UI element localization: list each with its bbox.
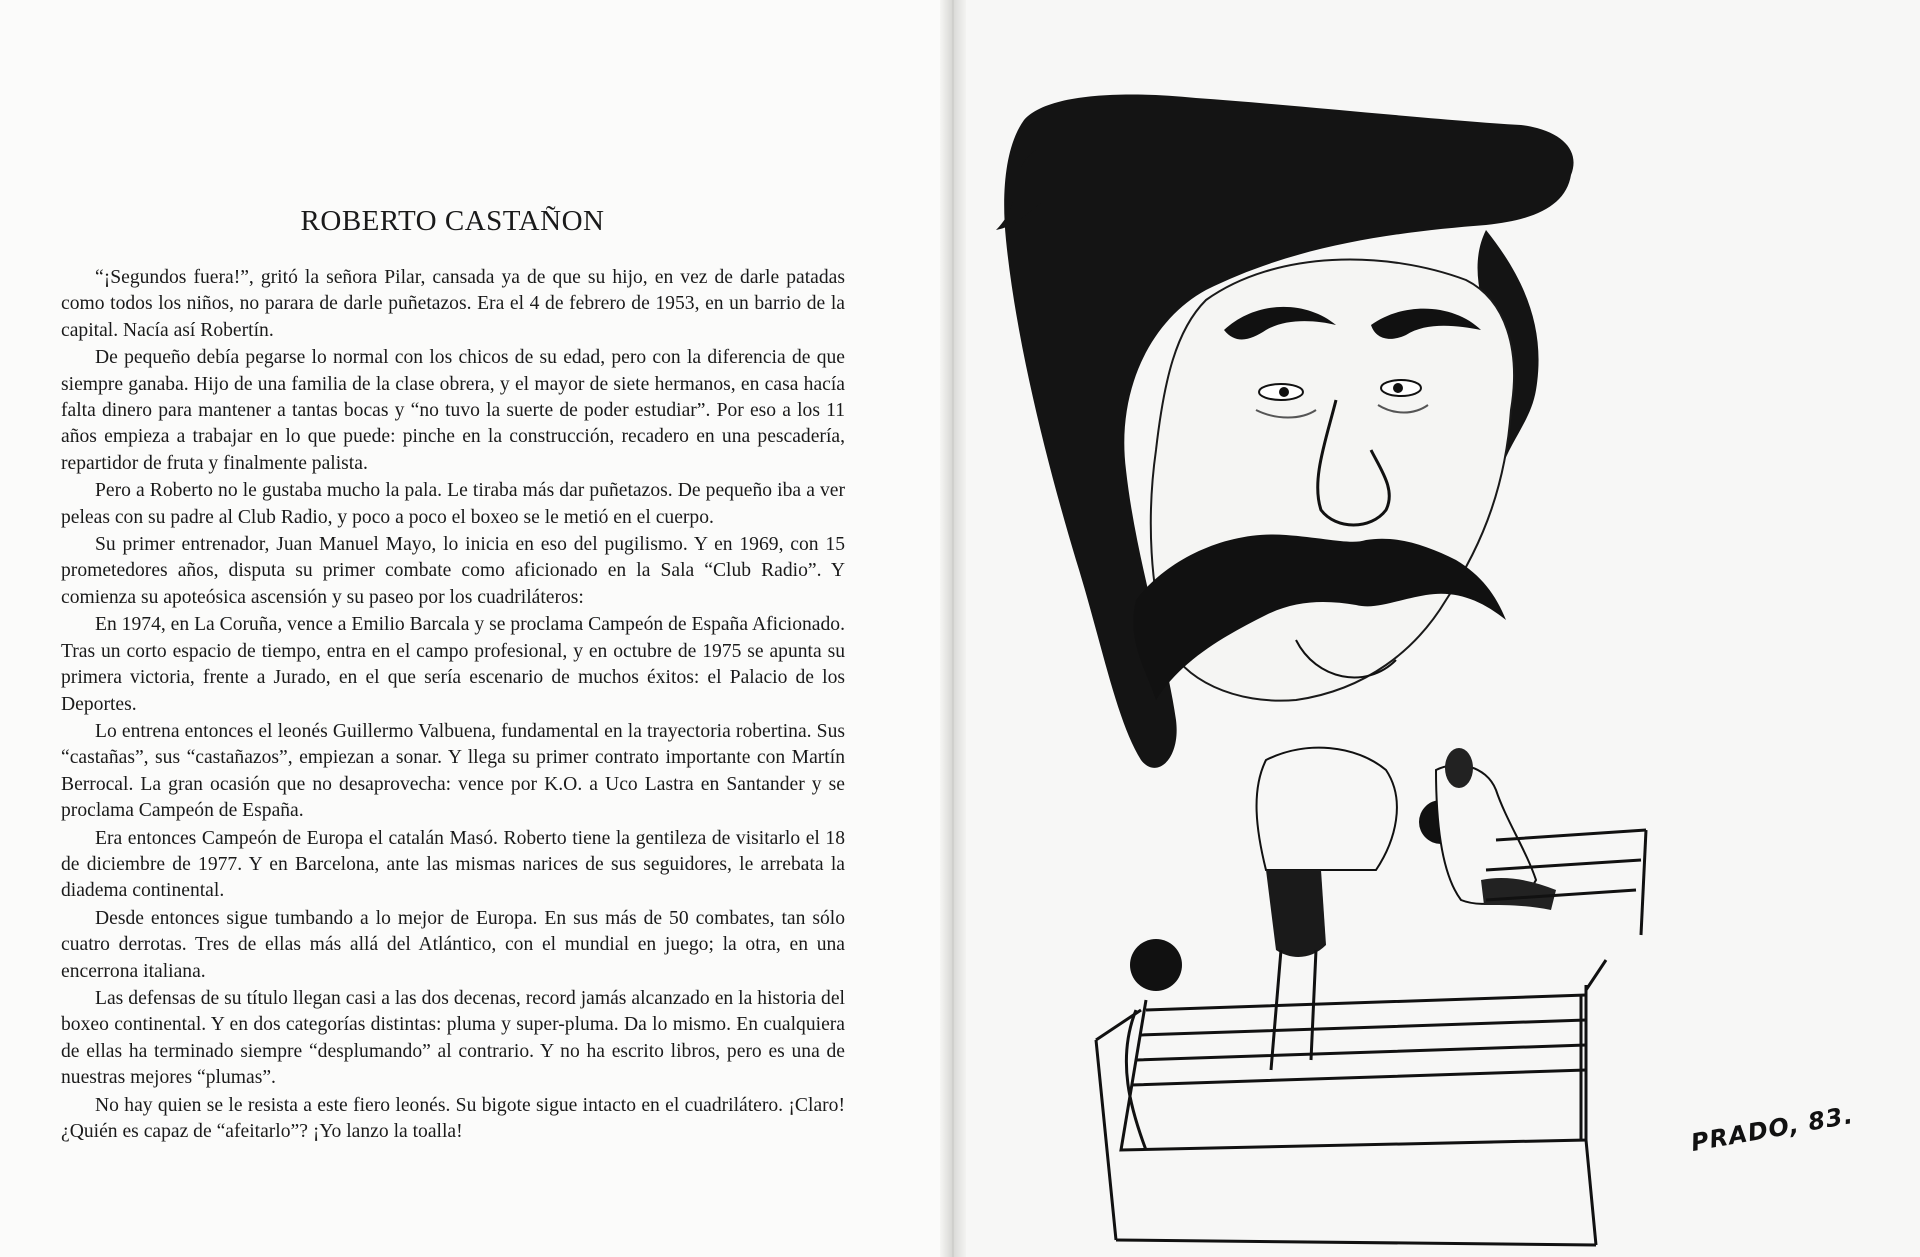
artist-signature: PRADO, 83. (1688, 1100, 1856, 1158)
boxing-ring (1096, 830, 1646, 1245)
paragraph: En 1974, en La Coruña, vence a Emilio Barcala y se proclama Campeón de España Aficionado. Tras un corto espacio de tiempo, entra en el campo profesional, y en octubre de 1975 se apunta su primera victoria, frente a Jurado, en el que sería escenario de muchos éxitos: el Palacio de los Deportes. (61, 614, 845, 715)
left-page (0, 0, 948, 1257)
paragraph: Desde entonces sigue tumbando a lo mejor de Europa. En sus más de 50 combates, tan sólo cuatro derrotas. Tres de ellas más allá del Atlántico, con el mundial en juego; la otra, en una encerrona italiana. (61, 907, 845, 982)
boxer-body (1257, 748, 1397, 870)
boxer-caricature (966, 0, 1920, 1257)
left-glove (1130, 939, 1182, 991)
paragraph: Era entonces Campeón de Europa el catalán Masó. Roberto tiene la gentileza de visitarlo el 18 de diciembre de 1977. Y en Barcelona, ante las mismas narices de sus seguidores, le arrebata la diadema continental. (61, 827, 845, 902)
paragraph: De pequeño debía pegarse lo normal con los chicos de su edad, pero con la diferencia de que siempre ganaba. Hijo de una familia de la clase obrera, y el mayor de siete hermanos, en casa hacía falta dinero para mantener a tantas bocas y “no tuvo la suerte de poder estudiar”. Por eso a los 11 años empieza a trabajar en lo que puede: pinche en la construcción, recadero en una pescadería, repartidor de fruta y finalmente palista. (61, 347, 845, 474)
article-body (61, 265, 845, 1145)
paragraph: Lo entrena entonces el leonés Guillermo Valbuena, fundamental en la trayectoria robertina. Sus “castañas”, sus “castañazos”, empiezan a sonar. Y llega su primer contrato importante con Martín Berrocal. La gran ocasión que no desaprovecha: vence por K.O. a Uco Lastra en Santander y se proclama Campeón de España. (61, 720, 845, 822)
page-title: ROBERTO CASTAÑON (300, 205, 605, 237)
paragraph: No hay quien se le resista a este fiero leonés. Su bigote sigue intacto en el cuadrilátero. ¡Claro! ¿Quién es capaz de “afeitarlo”? ¡Yo lanzo la toalla! (61, 1094, 845, 1142)
paragraph: Las defensas de su título llegan casi a las dos decenas, record jamás alcanzado en la historia del boxeo continental. Y en dos categorías distintas: pluma y super-pluma. Da lo mismo. En cualquiera de ellas ha terminado siempre “desplumando” al contrario. Y no ha escrito libros, pero es una de nuestras mejores “plumas”. (61, 987, 845, 1089)
paragraph: Su primer entrenador, Juan Manuel Mayo, lo inicia en eso del pugilismo. Y en 1969, con 15 prometedores años, disputa su primer combate como aficionado en la Sala “Club Radio”. Y comienza su apoteósica ascensión y su paseo por los cuadriláteros: (61, 534, 845, 608)
book-gutter (940, 0, 966, 1257)
paragraph: “¡Segundos fuera!”, gritó la señora Pilar, cansada ya de que su hijo, en vez de darle patadas como todos los niños, no parara de darle puñetazos. Era el 4 de febrero de 1953, en un barrio de la capital. Nacía así Robertín. (61, 267, 845, 341)
paragraph: Pero a Roberto no le gustaba mucho la pala. Le tiraba más dar puñetazos. De pequeño iba a ver peleas con su padre al Club Radio, y poco a poco el boxeo se le metió en el cuerpo. (61, 480, 845, 528)
